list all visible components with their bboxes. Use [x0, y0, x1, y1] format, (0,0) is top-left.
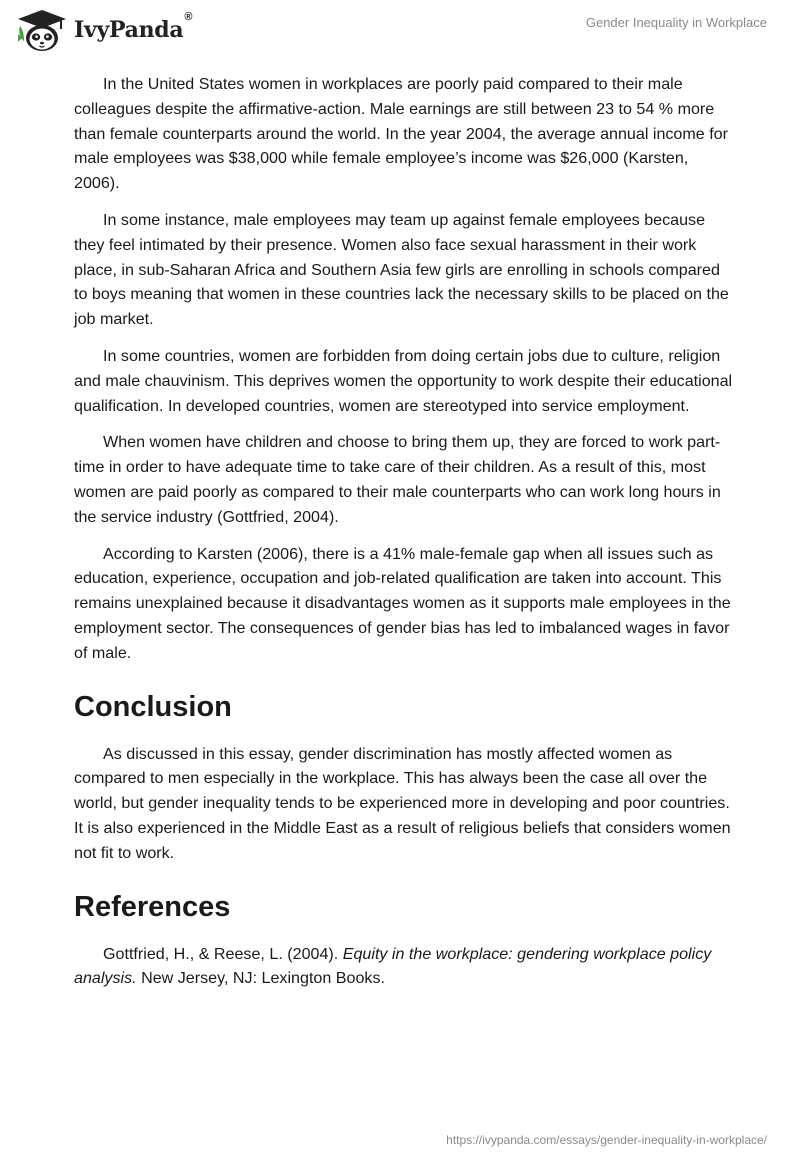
- registered-mark: ®: [184, 11, 193, 23]
- ivypanda-logo[interactable]: [14, 8, 192, 52]
- body-paragraph-4: When women have children and choose to bring them up, they are forced to work part-time in order to have adequate time to take care of their children. As a result of this, most women are paid poorly as compared to their male counterparts who can work long hours in the service industry (Gottfried, 2004).: [74, 433, 721, 526]
- conclusion-paragraph: As discussed in this essay, gender discrimination has mostly affected women as compared to men especially in the workplace. This has always been the case all over the world, but gender inequality tends to be experienced more in developing and poor countries. It is also experienced in the Middle East as a result of religious beliefs that considers women not fit to work.: [74, 744, 731, 862]
- body-paragraph-3: In some countries, women are forbidden from doing certain jobs due to culture, religion and male chauvinism. This deprives women the opportunity to work despite their educational qualification. In developed countries, women are stereotyped into service employment.: [74, 346, 733, 415]
- body-paragraph-1: In the United States women in workplaces are poorly paid compared to their male colleagues despite the affirmative-action. Male earnings are still between 23 to 54 % more than female counterparts around the world. In the year 2004, the average annual income for male employees was $38,000 while female employee’s income was $26,000 (Karsten, 2006).: [74, 75, 728, 193]
- source-url[interactable]: https://ivypanda.com/essays/gender-inequality-in-workplace/: [446, 1133, 767, 1147]
- reference-item: [74, 942, 734, 992]
- reference-publisher: New Jersey, NJ: Lexington Books.: [136, 969, 385, 988]
- references-heading: References: [74, 890, 231, 923]
- essay-content: [74, 72, 734, 991]
- reference-authors: Gottfried, H., & Reese, L. (2004).: [103, 944, 343, 963]
- reference-title: Equity in the workplace: gendering workplace policy analysis.: [74, 944, 712, 988]
- body-paragraph-2: In some instance, male employees may team up against female employees because they feel intimated by their presence. Women also face sexual harassment in their work place, in sub-Saharan Africa and Southern Asia few girls are enrolling in schools compared to boys meaning that women in these countries lack the necessary skills to be placed on the job market.: [74, 210, 729, 329]
- panda-graduate-icon: [14, 8, 70, 52]
- brand-name: IvyPanda®: [74, 11, 193, 43]
- page-header: [0, 0, 800, 60]
- conclusion-heading: Conclusion: [74, 690, 232, 723]
- body-paragraph-5: According to Karsten (2006), there is a 41% male-female gap when all issues such as education, experience, occupation and job-related qualification are taken into account. This remains unexplained because it disadvantages women as it supports male employees in the employment sector. The consequences of gender bias has led to imbalanced wages in favor of male.: [74, 544, 731, 662]
- document-title: Gender Inequality in Workplace: [585, 15, 767, 30]
